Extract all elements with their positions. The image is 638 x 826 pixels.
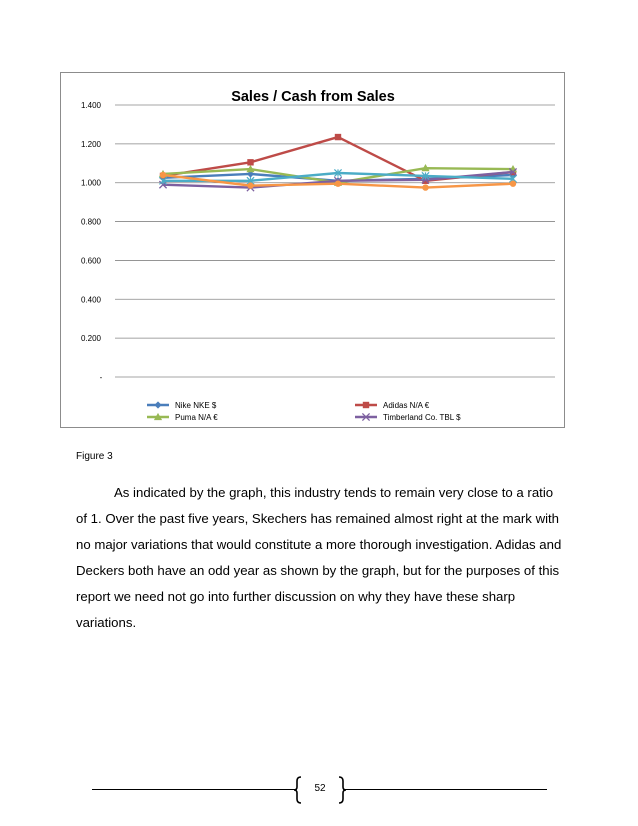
legend-entry: Nike NKE $: [175, 401, 217, 410]
line-chart: [61, 73, 566, 429]
body-paragraph: [76, 480, 566, 636]
data-point: [247, 182, 253, 188]
y-tick-label: 1.200: [80, 139, 101, 149]
data-point: [510, 180, 516, 186]
legend-marker: [363, 402, 369, 408]
chart-frame: [60, 72, 565, 428]
chart-title: Sales / Cash from Sales: [231, 89, 395, 105]
data-point: [422, 184, 428, 190]
y-tick-label: 0.200: [80, 334, 101, 344]
data-point: [335, 180, 341, 186]
data-point: [247, 159, 253, 165]
y-tick-label: 1.000: [80, 178, 101, 188]
data-point: [335, 134, 341, 140]
legend-entry: Timberland Co. TBL $: [383, 413, 461, 422]
y-tick-label: -: [99, 373, 103, 382]
footer-rule-right: [344, 789, 547, 790]
legend-marker: [154, 401, 161, 408]
footer-rule-left: [92, 789, 296, 790]
paragraph-text: As indicated by the graph, this industry tends to remain very close to a ratio of 1. Over the past five years, Skechers has remained almost right at the mark with no major variations that would constitute a more thorough investigation. Adidas and Deckers both have an odd year as shown by the graph, but for the purposes of this report we need not go into further discussion on why they have these sharp variations.: [76, 485, 562, 630]
figure-caption: Figure 3: [76, 451, 113, 462]
right-brace-icon: [337, 776, 347, 804]
y-tick-label: 0.800: [80, 217, 101, 227]
legend-entry: Adidas N/A €: [383, 401, 430, 410]
y-tick-label: 0.400: [80, 295, 101, 305]
y-tick-label: 0.600: [80, 256, 101, 266]
data-point: [160, 172, 166, 178]
page-number: 52: [314, 783, 326, 794]
legend-entry: Puma N/A €: [175, 413, 218, 422]
page-footer: [0, 775, 638, 805]
y-tick-label: 1.400: [80, 101, 101, 110]
